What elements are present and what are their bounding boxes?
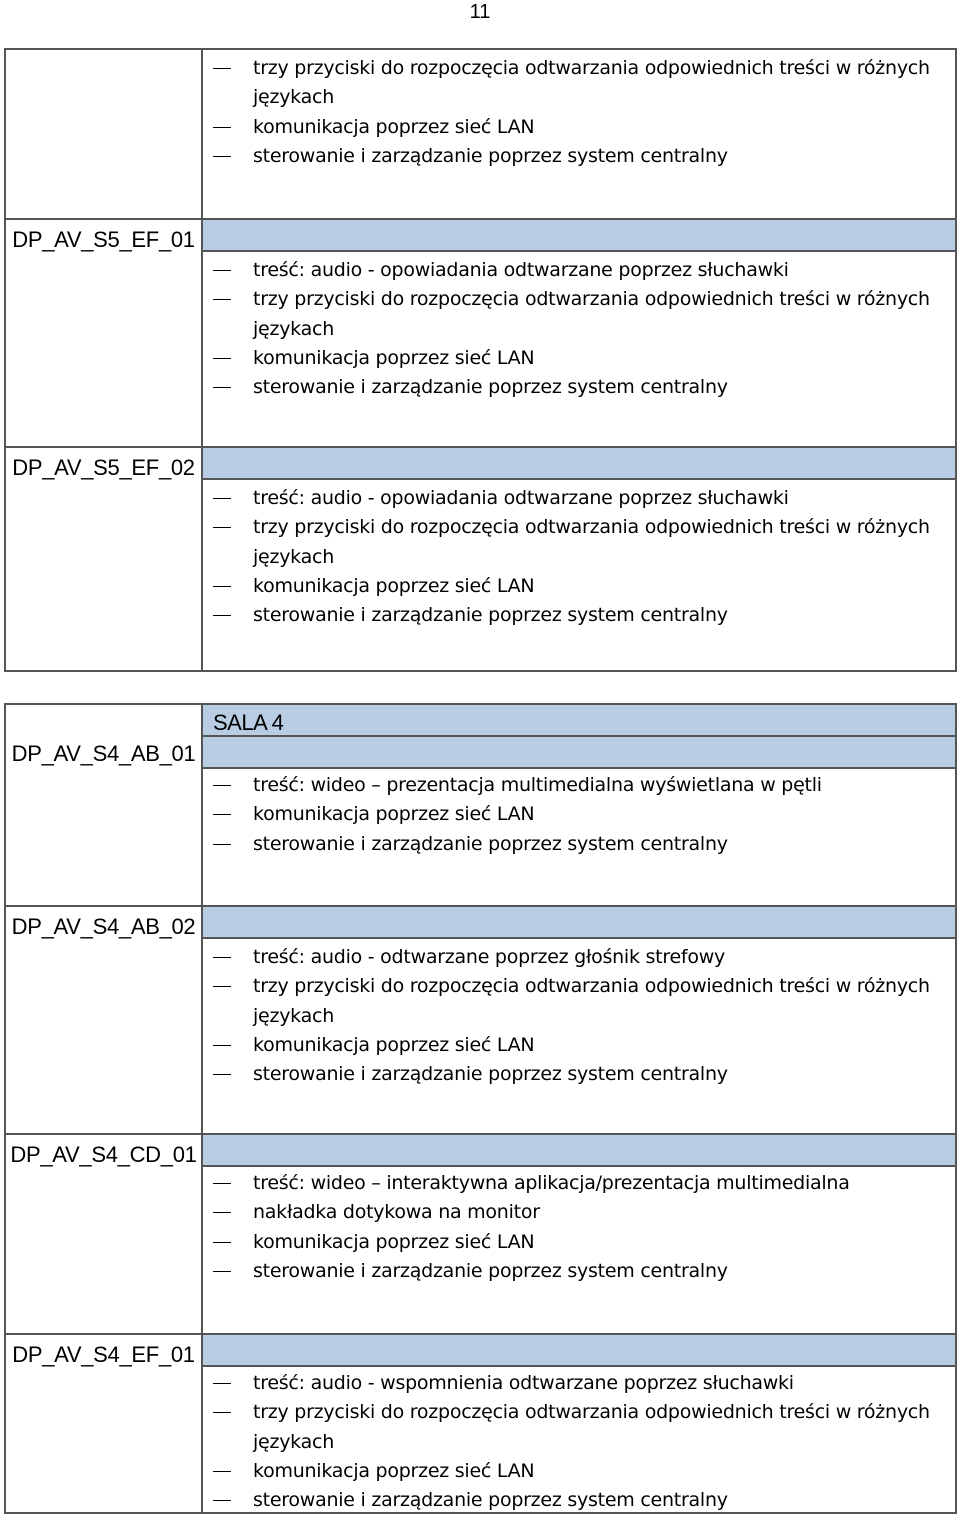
item-list	[211, 54, 947, 171]
list-item: sterowanie i zarządzanie poprzez system centralny	[253, 604, 728, 627]
header-band	[203, 220, 955, 252]
list-item: sterowanie i zarządzanie poprzez system centralny	[253, 832, 728, 855]
table-row	[6, 905, 955, 1133]
device-code: DP_AV_S4_AB_01	[11, 741, 196, 766]
column-divider	[201, 907, 203, 1133]
table-row	[6, 1133, 955, 1333]
list-item: sterowanie i zarządzanie poprzez system centralny	[253, 376, 728, 399]
list-item: trzy przyciski do rozpoczęcia odtwarzania odpowiednich treści w różnych językach	[253, 57, 930, 109]
device-code: DP_AV_S5_EF_02	[12, 455, 195, 480]
list-item: trzy przyciski do rozpoczęcia odtwarzania odpowiednich treści w różnych językach	[253, 1401, 930, 1453]
list-item: komunikacja poprzez sieć LAN	[253, 1459, 535, 1482]
list-item: treść: audio - opowiadania odtwarzane poprzez słuchawki	[253, 259, 789, 281]
list-item: trzy przyciski do rozpoczęcia odtwarzania odpowiednich treści w różnych językach	[253, 516, 930, 568]
table-row	[6, 218, 955, 446]
device-code: DP_AV_S4_AB_02	[11, 914, 196, 939]
section-title-band	[203, 705, 955, 737]
spec-table-sala-5	[4, 48, 957, 672]
spec-table-sala-4	[4, 703, 957, 1514]
list-item: treść: wideo – prezentacja multimedialna wyświetlana w pętli	[253, 774, 822, 796]
item-list	[211, 1169, 947, 1286]
table-row	[6, 1333, 955, 1512]
list-item: trzy przyciski do rozpoczęcia odtwarzania odpowiednich treści w różnych językach	[253, 975, 930, 1027]
list-item: komunikacja poprzez sieć LAN	[253, 346, 535, 369]
list-item: sterowanie i zarządzanie poprzez system centralny	[253, 1259, 728, 1282]
column-divider	[201, 448, 203, 670]
item-list	[211, 484, 947, 630]
header-band	[203, 448, 955, 480]
list-item: treść: wideo – interaktywna aplikacja/prezentacja multimedialna	[253, 1172, 850, 1194]
list-item: nakładka dotykowa na monitor	[253, 1201, 540, 1224]
header-band	[203, 1135, 955, 1167]
list-item: treść: audio - opowiadania odtwarzane poprzez słuchawki	[253, 487, 789, 509]
header-band	[203, 1335, 955, 1367]
column-divider	[201, 220, 203, 446]
list-item: treść: audio - wspomnienia odtwarzane poprzez słuchawki	[253, 1372, 794, 1394]
item-list	[211, 1369, 947, 1515]
table-row	[6, 446, 955, 670]
section-title: SALA 4	[213, 710, 284, 735]
page-number: 11	[469, 1, 491, 23]
table-row	[6, 705, 955, 905]
item-list	[211, 943, 947, 1089]
item-list	[211, 771, 947, 859]
device-code: DP_AV_S4_CD_01	[10, 1142, 197, 1167]
table-row-continuation	[6, 50, 955, 218]
list-item: komunikacja poprzez sieć LAN	[253, 574, 535, 597]
list-item: komunikacja poprzez sieć LAN	[253, 115, 535, 138]
device-code: DP_AV_S4_EF_01	[12, 1342, 195, 1367]
list-item: sterowanie i zarządzanie poprzez system centralny	[253, 1063, 728, 1086]
list-item: sterowanie i zarządzanie poprzez system centralny	[253, 1489, 728, 1512]
device-code: DP_AV_S5_EF_01	[12, 227, 195, 252]
list-item: komunikacja poprzez sieć LAN	[253, 1033, 535, 1056]
list-item: komunikacja poprzez sieć LAN	[253, 1230, 535, 1253]
header-band	[203, 907, 955, 939]
column-divider	[201, 50, 203, 218]
list-item: komunikacja poprzez sieć LAN	[253, 803, 535, 826]
list-item: trzy przyciski do rozpoczęcia odtwarzania odpowiednich treści w różnych językach	[253, 288, 930, 340]
list-item: treść: audio - odtwarzane poprzez głośnik strefowy	[253, 946, 726, 968]
item-list	[211, 256, 947, 402]
list-item: sterowanie i zarządzanie poprzez system centralny	[253, 144, 728, 167]
header-band	[203, 737, 955, 769]
